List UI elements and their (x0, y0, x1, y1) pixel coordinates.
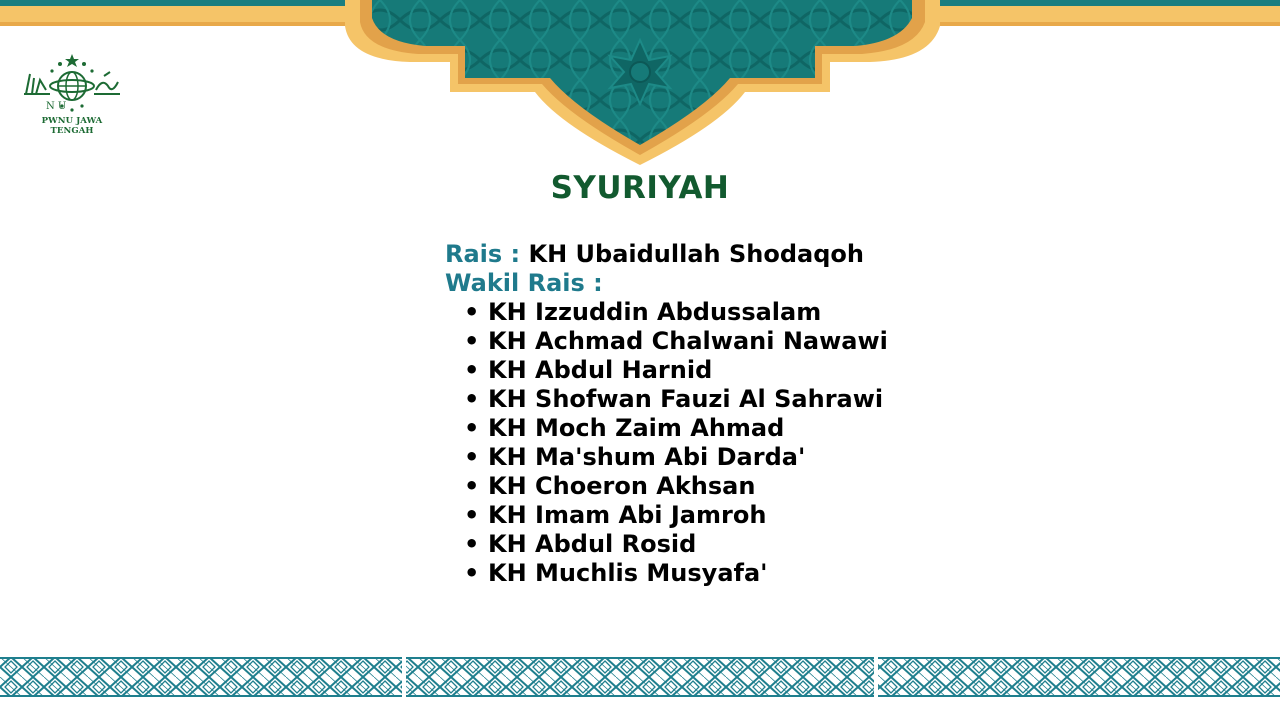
list-item: • KH Abdul Rosid (464, 530, 697, 558)
top-ornament (0, 0, 1280, 170)
list-item: • KH Ma'shum Abi Darda' (464, 443, 806, 471)
list-item: • KH Moch Zaim Ahmad (464, 414, 785, 442)
logo-caption: PWNU JAWA TENGAH (41, 116, 103, 136)
list-item: • KH Muchlis Musyafa' (464, 559, 768, 587)
list-item: • KH Choeron Akhsan (464, 472, 756, 500)
wakil-rais-label: Wakil Rais : (445, 269, 603, 297)
bottom-ornament (0, 657, 1280, 697)
page-title: SYURIYAH (550, 170, 730, 206)
bullet-icon: • (464, 472, 480, 500)
list-item: • KH Imam Abi Jamroh (464, 501, 767, 529)
wakil-rais-list (445, 298, 888, 588)
bullet-icon: • (464, 327, 480, 355)
rais-label: Rais : (445, 240, 521, 268)
bullet-icon: • (464, 559, 480, 587)
rais-row (445, 240, 888, 269)
member-list (445, 240, 888, 588)
list-item: • KH Shofwan Fauzi Al Sahrawi (464, 385, 884, 413)
rais-name: KH Ubaidullah Shodaqoh (528, 240, 864, 268)
bullet-icon: • (464, 530, 480, 558)
bullet-icon: • (464, 298, 480, 326)
bullet-icon: • (464, 385, 480, 413)
logo-letters: N U (46, 101, 67, 112)
bullet-icon: • (464, 356, 480, 384)
bullet-icon: • (464, 414, 480, 442)
list-item: • KH Izzuddin Abdussalam (464, 298, 822, 326)
list-item: • KH Achmad Chalwani Nawawi (464, 327, 888, 355)
bullet-icon: • (464, 443, 480, 471)
bullet-icon: • (464, 501, 480, 529)
list-item: • KH Abdul Harnid (464, 356, 713, 384)
